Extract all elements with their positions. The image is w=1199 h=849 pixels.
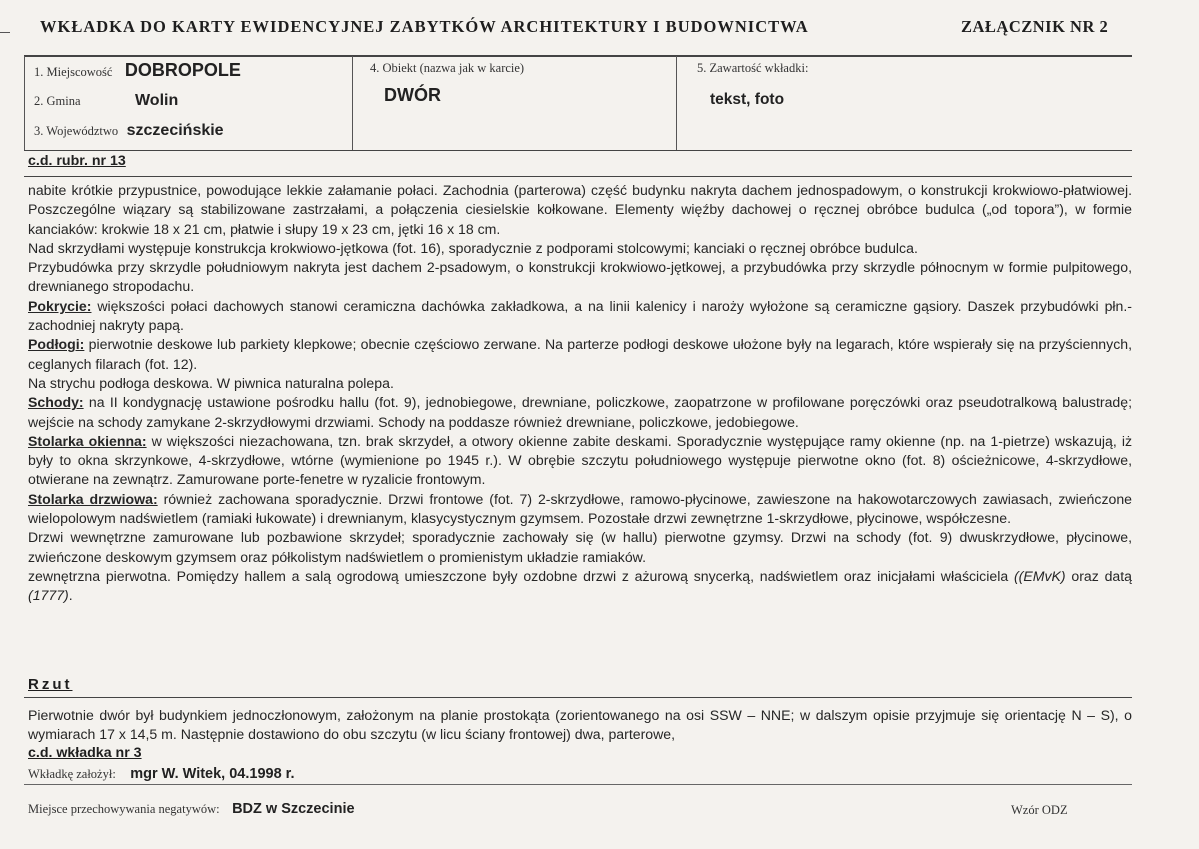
- paragraph-pokrycie: [28, 297, 1132, 336]
- miejscowosc-label: 1. Miejscowość: [34, 65, 113, 79]
- obiekt-label: 4. Obiekt (nazwa jak w karcie): [370, 61, 525, 75]
- wojewodztwo-value: szczecińskie: [126, 122, 224, 139]
- heading-rule: [24, 176, 1132, 177]
- paragraph-strych: Na strychu podłoga deskowa. W piwnica naturalna polepa.: [28, 374, 394, 391]
- column-divider-2: [352, 56, 353, 150]
- pokrycie-label: Pokrycie:: [28, 297, 92, 314]
- paragraph-zewnetrzna: [28, 567, 1132, 606]
- obiekt-value: DWÓR: [384, 85, 441, 105]
- zewnetrzna-initials: ((EMvK): [1013, 567, 1066, 584]
- schody-text: na II kondygnację ustawione pośrodku hallu (fot. 9), jednobiegowe, drewniane, policzkowe, zaopatrzone w profilowane poręczówki oraz pseudotralkową balustradę; wejście na schody zamykane 2-skrzydłowymi drzwiami. Schody na poddasze również drewniane, policzkowe, jedobiegowe.: [28, 394, 1132, 430]
- zawartosc-value: tekst, foto: [710, 91, 785, 108]
- continuation-next-insert: c.d. wkładka nr 3: [28, 745, 142, 761]
- rzut-paragraph: Pierwotnie dwór był budynkiem jednoczłonowym, założonym na planie prostokąta (zorientowanego na osi SSW – NNE; w dalszym opisie przyjmuje się orientację N – S), o wymiarach 17 x 14,5 m. Następnie dostawiono do obu szczytu (w licu ściany frontowej) dwa, parterowe,: [28, 707, 1132, 743]
- okienna-text: w większości niezachowana, tzn. brak skrzydeł, a otwory okienne zabite deskami. Sporadycznie występujące ramy okienne (np. na 1-pietrze) wskazują, iż były to okna skrzynkowe, 4-skrzydłowe, wtórne (wymienione po 1945 r.). W obrębie szczytu południowego występuje pierwotne okno (fot. 8) ościeżnicowe, 4-skrzydłowe, otwierane na zewnątrz. Zamurowane porte-fenetre w ryzalicie frontowym.: [28, 432, 1132, 488]
- zalozyl-value: mgr W. Witek, 04.1998 r.: [130, 766, 295, 782]
- annex-number: ZAŁĄCZNIK NR 2: [961, 17, 1109, 36]
- podlogi-label: Podłogi:: [28, 336, 85, 353]
- zalozyl-row: [28, 765, 295, 783]
- rzut-rule: [24, 697, 1132, 698]
- zewnetrzna-text-2: oraz datą: [1065, 567, 1132, 584]
- paragraph-wings: Nad skrzydłami występuje konstrukcja krokwiowo-jętkowa (fot. 16), sporadycznie z podporami stolcowymi; kanciaki o ręcznej obróbce budulca.: [28, 239, 918, 256]
- negatywy-label: Miejsce przechowywania negatywów:: [28, 802, 220, 816]
- continuation-heading: c.d. rubr. nr 13: [28, 153, 126, 169]
- gmina-value: Wolin: [134, 92, 179, 109]
- wojewodztwo-label: 3. Województwo: [34, 124, 119, 138]
- paragraph-podlogi: [28, 335, 1132, 374]
- paragraph-drzwi-wewnetrzne: Drzwi wewnętrzne zamurowane lub pozbawione skrzydeł; sporadycznie zachowały się (w hallu) pierwotne gzymsy. Drzwi na schody (fot. 9) dwuskrzydłowe, płycinowe, zwieńczone deskowym gzymsem oraz półkolistym nadświetlem o promienistym układzie ramiaków.: [28, 529, 1132, 565]
- schody-label: Schody:: [28, 394, 84, 411]
- pokrycie-text: większości połaci dachowych stanowi ceramiczna dachówka zakładkowa, a na linii kalenicy i naroży wyłożone są ceramiczne gąsiory. Daszek przybudówki płn.-zachodniej nakryty papą.: [28, 297, 1132, 334]
- negatywy-row: [28, 800, 355, 818]
- paragraph-roof-structure: nabite krótkie przypustnice, powodujące lekkie załamanie połaci. Zachodnia (parterowa) część budynku nakryta dachem jednospadowym, o konstrukcji krokwiowo-płatwiowej. Poszczególne wiązary są stabilizowane zastrzałami, a połączenia ciesielskie kołkowane. Elementy więźby dachowej o ręcznej obróbce budulca („od topora”), w formie kanciaków: krokwie 18 x 21 cm, płatwie i słupy 19 x 23 cm, jętki 16 x 18 cm.: [28, 182, 1132, 237]
- zalozyl-label: Wkładkę założył:: [28, 767, 116, 781]
- field-miejscowosc: [34, 60, 241, 81]
- gmina-label: 2. Gmina: [34, 94, 81, 108]
- paragraph-schody: [28, 393, 1132, 432]
- column-divider-3: [676, 56, 677, 150]
- footer-rule: [24, 784, 1132, 785]
- description-body: [28, 181, 1132, 606]
- miejscowosc-value: DOBROPOLE: [124, 60, 241, 80]
- zewnetrzna-date: (1777): [28, 587, 69, 604]
- zewnetrzna-text-1: zewnętrzna pierwotna. Pomiędzy hallem a salą ogrodową umieszczone były ozdobne drzwi z ażurową snycerką, nadświetlem oraz inicjałami właściciela: [28, 567, 1014, 584]
- rzut-heading: Rzut: [28, 676, 73, 693]
- box-bottom-rule: [24, 150, 1132, 151]
- zewnetrzna-text-3: .: [68, 587, 73, 604]
- column-divider-1: [24, 56, 25, 150]
- negatywy-value: BDZ w Szczecinie: [232, 801, 355, 817]
- field-wojewodztwo: [34, 122, 224, 140]
- paragraph-annex: Przybudówka przy skrzydle południowym nakryta jest dachem 2-psadowym, o konstrukcji krokwiowo-jętkowej, a przybudówka przy skrzydle północnym w formie pulpitowego, drewnianego stropodachu.: [28, 259, 1132, 295]
- okienna-label: Stolarka okienna:: [28, 432, 147, 449]
- top-rule: [24, 55, 1132, 57]
- field-gmina: [34, 92, 178, 110]
- paragraph-stolarka-okienna: [28, 432, 1132, 490]
- drzwiowa-text: również zachowana sporadycznie. Drzwi frontowe (fot. 7) 2-skrzydłowe, ramowo-płycinowe, zawieszone na hakowotarczowych zawiasach, zwieńczone wielopolowym nadświetlem (ramiaki łukowate) i drewnianym, klasycystycznym gzymsem. Pozostałe drzwi zewnętrzne 1-skrzydłowe, płycinowe, współczesne.: [28, 490, 1133, 527]
- form-title: WKŁADKA DO KARTY EWIDENCYJNEJ ZABYTKÓW ARCHITEKTURY I BUDOWNICTWA: [40, 17, 809, 36]
- podlogi-text: pierwotnie deskowe lub parkiety klepkowe; obecnie częściowo zerwane. Na parterze podłogi deskowe ułożone były na legarach, które wspierały się na przyściennych, ceglanych filarach (fot. 12).: [28, 336, 1132, 372]
- zawartosc-label: 5. Zawartość wkładki:: [697, 61, 809, 75]
- drzwiowa-label: Stolarka drzwiowa:: [28, 490, 158, 507]
- corner-mark: [0, 32, 10, 33]
- paragraph-stolarka-drzwiowa: [28, 490, 1132, 529]
- wzor-label: Wzór ODZ: [1011, 803, 1068, 817]
